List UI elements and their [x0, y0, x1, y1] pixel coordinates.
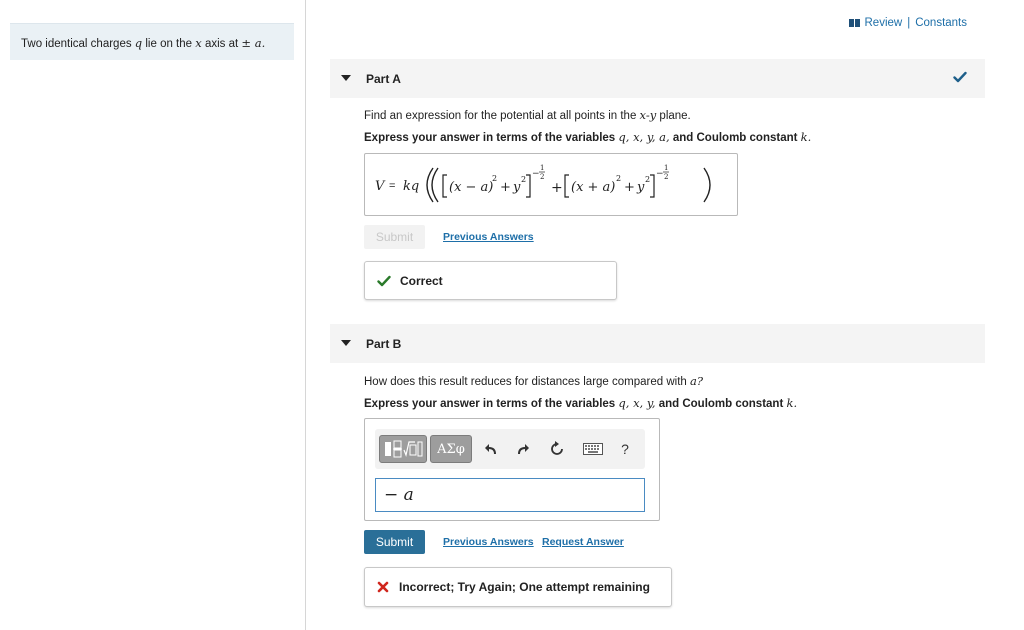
part-a-instruction-vars: q, x, y, a,: [618, 130, 670, 144]
part-a-previous-answers-link[interactable]: Previous Answers: [443, 231, 534, 243]
part-b-title: Part B: [366, 336, 402, 351]
review-links: [849, 17, 968, 29]
part-a-prompt-prefix: Find an expression for the potential at all points in the: [364, 110, 637, 122]
exp1-num: 1: [540, 164, 545, 172]
part-b-prompt-prefix: How does this result reduces for distances large compared with: [364, 376, 687, 388]
part-b-feedback: [364, 567, 672, 607]
part-a-instruction-mid: and Coulomb constant: [672, 132, 798, 144]
part-b-request-answer-link[interactable]: Request Answer: [542, 536, 624, 548]
part-a-feedback: [364, 261, 617, 300]
part-b-header[interactable]: [330, 324, 985, 363]
part-b-submit-button[interactable]: Submit: [364, 530, 425, 554]
templates-icon: [382, 438, 424, 460]
term1-y-square: 2: [521, 175, 527, 184]
term1-y: y: [513, 180, 521, 195]
redo-button[interactable]: [513, 439, 533, 459]
exp2-sign: −: [656, 169, 664, 179]
part-a-answer-display: [364, 153, 738, 216]
part-b-feedback-text: Incorrect; Try Again; One attempt remaining: [399, 580, 650, 594]
statement-prefix: Two identical charges: [21, 38, 132, 50]
correct-check-icon: [377, 275, 391, 287]
keyboard-button[interactable]: [581, 439, 605, 459]
answer-var: a: [403, 485, 414, 505]
book-icon: [849, 19, 860, 27]
review-link[interactable]: Review: [864, 17, 903, 29]
bracket-2-right: [650, 175, 654, 197]
exp2-den: 2: [664, 173, 669, 181]
term2-y-square: 2: [645, 175, 651, 184]
part-b-instruction-mid: and Coulomb constant: [658, 398, 784, 410]
symbols-button[interactable]: ΑΣφ: [430, 435, 472, 463]
term2-square: 2: [616, 174, 622, 183]
reset-button[interactable]: [547, 439, 567, 459]
part-a-header[interactable]: [330, 59, 985, 98]
part-b-answer-input[interactable]: [375, 478, 645, 512]
collapse-triangle-icon[interactable]: [341, 75, 351, 81]
collapse-triangle-icon[interactable]: [341, 340, 351, 346]
term2-plus: +: [624, 180, 635, 195]
statement-suffix: axis at: [204, 38, 239, 50]
undo-button[interactable]: [481, 439, 501, 459]
part-b-instruction-k: k.: [786, 396, 798, 410]
keyboard-icon: [583, 443, 603, 455]
term2-base: (x + a): [571, 180, 616, 195]
formula-lhs: V: [375, 179, 385, 194]
term1-base: (x − a): [449, 180, 494, 195]
statement-var-q: q: [134, 36, 143, 50]
part-a-formula: [365, 154, 739, 217]
outer-paren-right: [704, 168, 710, 202]
part-b-instruction-prefix: Express your answer in terms of the variables: [364, 398, 616, 410]
part-b-answer-editor: [364, 418, 660, 521]
term2-y: y: [637, 180, 645, 195]
part-a-prompt-plane: x-y: [639, 108, 657, 122]
part-a-feedback-text: Correct: [400, 273, 443, 288]
statement-var-x: x: [195, 36, 202, 50]
reset-icon: [549, 441, 565, 457]
part-a-submit-button[interactable]: Submit: [364, 225, 425, 249]
part-a-instruction: [364, 130, 811, 144]
part-a-prompt: [364, 108, 691, 122]
exp1-sign: −: [532, 169, 540, 179]
part-b-prompt-var: a?: [690, 374, 704, 388]
left-panel: [0, 0, 306, 630]
part-b-instruction: [364, 396, 797, 410]
term1-square: 2: [492, 174, 498, 183]
statement-position: ± a.: [241, 36, 266, 50]
links-separator: |: [907, 17, 911, 29]
term1-plus: +: [500, 180, 511, 195]
part-b-prompt: [364, 374, 703, 388]
part-b-previous-answers-link[interactable]: Previous Answers: [443, 536, 534, 548]
undo-icon: [484, 442, 498, 456]
redo-icon: [516, 442, 530, 456]
bracket-1-left: [443, 175, 447, 197]
answer-minus: −: [384, 485, 399, 505]
problem-statement: [10, 23, 294, 60]
exp1-den: 2: [540, 173, 545, 181]
exp2-num: 1: [664, 164, 669, 172]
outer-paren-left-inner: [432, 168, 438, 202]
formula-coef: kq: [403, 179, 420, 194]
help-button[interactable]: ?: [621, 441, 629, 457]
constants-link[interactable]: Constants: [915, 17, 967, 29]
incorrect-x-icon: [377, 581, 389, 593]
statement-mid: lie on the: [145, 38, 193, 50]
formula-equals: =: [389, 180, 396, 192]
bracket-1-right: [526, 175, 530, 197]
bracket-2-left: [565, 175, 569, 197]
part-a-instruction-k: k.: [800, 130, 812, 144]
formula-plus: +: [551, 180, 563, 196]
part-a-title: Part A: [366, 71, 401, 86]
part-a-instruction-prefix: Express your answer in terms of the variables: [364, 132, 616, 144]
checkmark-icon: [953, 71, 967, 83]
part-a-prompt-suffix: plane.: [659, 110, 691, 122]
math-toolbar: [375, 429, 645, 469]
templates-button[interactable]: [379, 435, 427, 463]
part-b-instruction-vars: q, x, y,: [618, 396, 656, 410]
